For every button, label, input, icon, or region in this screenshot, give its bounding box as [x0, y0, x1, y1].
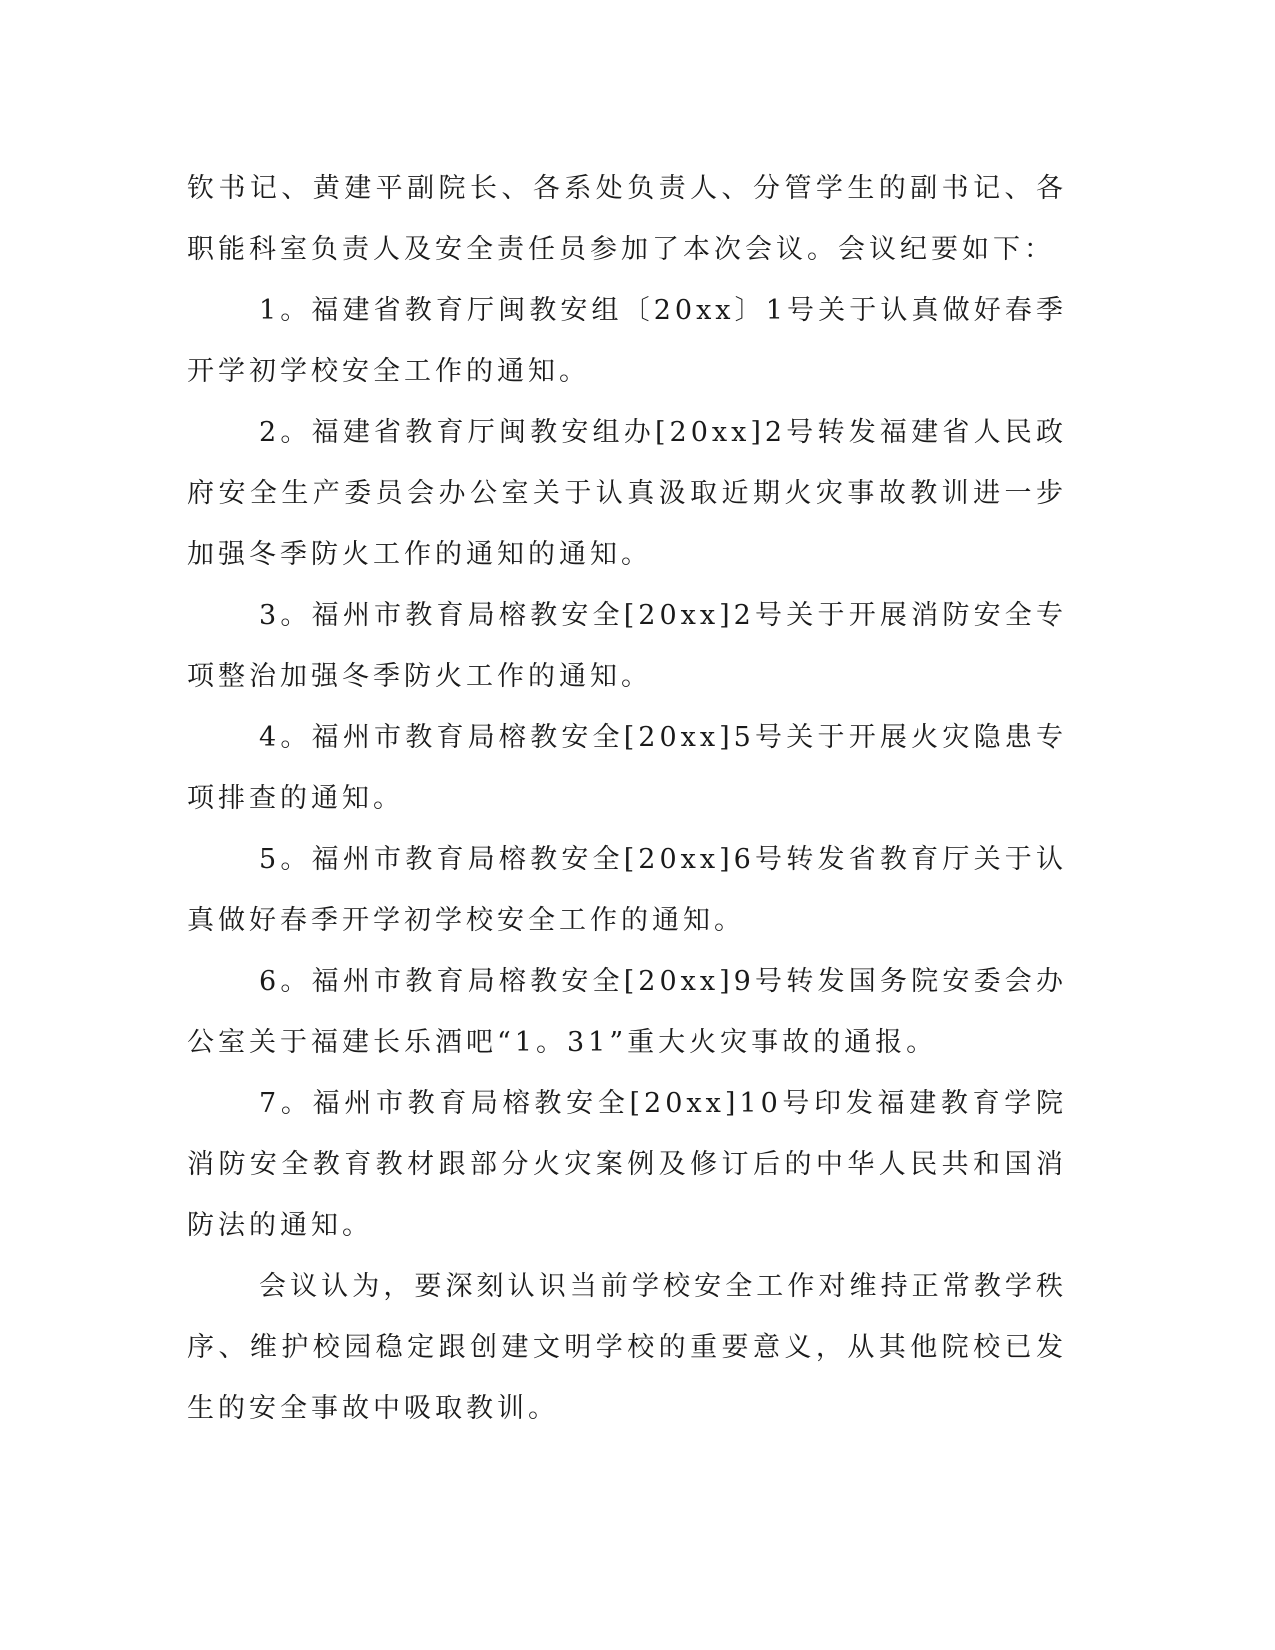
paragraph-item-1: 1。福建省教育厅闽教安组〔20xx〕1号关于认真做好春季开学初学校安全工作的通知。 — [187, 295, 1067, 387]
paragraph-item-3: 3。福州市教育局榕教安全[20xx]2号关于开展消防安全专项整治加强冬季防火工作的通知。 — [187, 600, 1067, 692]
paragraph-item-6: 6。福州市教育局榕教安全[20xx]9号转发国务院安委会办公室关于福建长乐酒吧“1。31”重大火灾事故的通报。 — [187, 966, 1067, 1058]
paragraph-conclusion: 会议认为，要深刻认识当前学校安全工作对维持正常教学秩序、维护校园稳定跟创建文明学校的重要意义，从其他院校已发生的安全事故中吸取教训。 — [187, 1271, 1067, 1424]
document-body — [187, 158, 1067, 1439]
paragraph-item-5: 5。福州市教育局榕教安全[20xx]6号转发省教育厅关于认真做好春季开学初学校安全工作的通知。 — [187, 844, 1067, 936]
paragraph-attendees: 钦书记、黄建平副院长、各系处负责人、分管学生的副书记、各职能科室负责人及安全责任员参加了本次会议。会议纪要如下： — [187, 173, 1067, 265]
paragraph-item-7: 7。福州市教育局榕教安全[20xx]10号印发福建教育学院消防安全教育教材跟部分火灾案例及修订后的中华人民共和国消防法的通知。 — [187, 1088, 1067, 1241]
paragraph-item-4: 4。福州市教育局榕教安全[20xx]5号关于开展火灾隐患专项排查的通知。 — [187, 722, 1067, 814]
paragraph-item-2: 2。福建省教育厅闽教安组办[20xx]2号转发福建省人民政府安全生产委员会办公室关于认真汲取近期火灾事故教训进一步加强冬季防火工作的通知的通知。 — [187, 417, 1067, 570]
